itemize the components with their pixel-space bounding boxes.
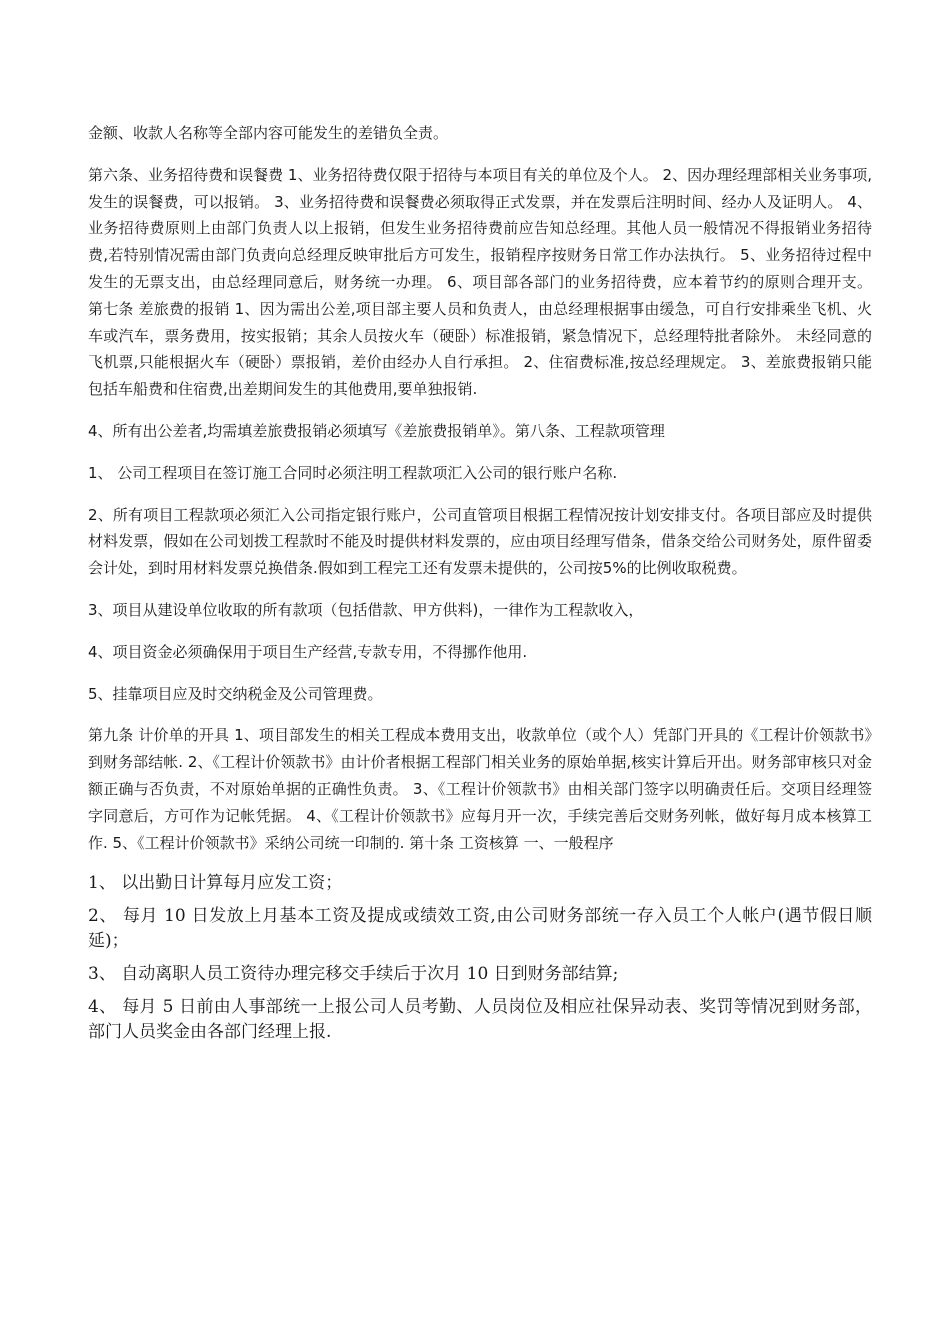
paragraph-article-6-7: 第六条、业务招待费和误餐费 1、业务招待费仅限于招待与本项目有关的单位及个人。 2、因办理经理部相关业务事项,发生的误餐费，可以报销。 3、业务招待费和误餐费必须取得正式发票，并在发票后注明时间、经办人及证明人。 4、业务招待费原则上由部门负责人以上报销，但发生业务招待费前应告知总经理。其他人员一般情况不得报销业务招待费,若特别情况需由部门负责向总经理反映审批后方可发生，报销程序按财务日常工作办法执行。 5、业务招待过程中发生的无票支出，由总经理同意后，财务统一办理。 6、项目部各部门的业务招待费，应本着节约的原则合理开支。 第七条 差旅费的报销 1、因为需出公差,项目部主要人员和负责人，由总经理根据事由缓急，可自行安排乘坐飞机、火车或汽车，票务费用，按实报销；其余人员按火车（硬卧）标准报销，紧急情况下，总经理特批者除外。 未经同意的飞机票,只能根据火车（硬卧）票报销，差价由经办人自行承担。 2、住宿费标准,按总经理规定。 3、差旅费报销只能包括车船费和住宿费,出差期间发生的其他费用,要单独报销. — [88, 165, 872, 399]
paragraph-item-4: 4、项目资金必须确保用于项目生产经营,专款专用，不得挪作他用. — [88, 642, 528, 661]
paragraph-article-9-10: 第九条 计价单的开具 1、项目部发生的相关工程成本费用支出，收款单位（或个人）凭部门开具的《工程计价领款书》到财务部结帐. 2、《工程计价领款书》由计价者根据工程部门相关业务的原始单据,核实计算后开出。财务部审核只对金额正确与否负责，不对原始单据的正确性负责。 3、《工程计价领款书》由相关部门签字以明确责任后。交项目经理签字同意后，方可作为记帐凭据。 4、《工程计价领款书》应每月开一次，手续完善后交财务列帐，做好每月成本核算工作. 5、《工程计价领款书》采纳公司统一印制的. 第十条 工资核算 一、一般程序 — [88, 726, 872, 852]
paragraph-travel-form-article-8: 4、所有出公差者,均需填差旅费报销必须填写《差旅费报销单》。第八条、工程款项管理 — [88, 421, 665, 440]
list-item: 4、 每月 5 日前由人事部统一上报公司人员考勤、人员岗位及相应社保异动表、奖罚等情况到财务部，部门人员奖金由各部门经理上报. — [88, 997, 872, 1043]
paragraph-responsibility: 金额、收款人名称等全部内容可能发生的差错负全责。 — [88, 124, 449, 142]
paragraph-item-2: 2、所有项目工程款项必须汇入公司指定银行账户，公司直管项目根据工程情况按计划安排支付。各项目部应及时提供材料发票，假如在公司划拨工程款时不能及时提供材料发票的，应由项目经理写借条，借条交给公司财务处，原件留委会计处，到时用材料发票兑换借条.假如到工程完工还有发票未提供的，公司按5%的比例收取税费。 — [88, 505, 872, 578]
paragraph-item-5: 5、挂靠项目应及时交纳税金及公司管理费。 — [88, 684, 383, 703]
list-item: 1、 以出勤日计算每月应发工资； — [88, 873, 343, 894]
paragraph-item-1: 1、 公司工程项目在签订施工合同时必须注明工程款项汇入公司的银行账户名称. — [88, 463, 618, 482]
list-item: 2、 每月 10 日发放上月基本工资及提成或绩效工资,由公司财务部统一存入员工个人帐户(遇节假日顺延)； — [88, 906, 872, 952]
document-body — [88, 120, 872, 1053]
list-item: 3、 自动离职人员工资待办理完移交手续后于次月 10 日到财务部结算; — [88, 964, 619, 985]
paragraph-item-3: 3、项目从建设单位收取的所有款项（包括借款、甲方供料)，一律作为工程款收入， — [88, 600, 644, 619]
